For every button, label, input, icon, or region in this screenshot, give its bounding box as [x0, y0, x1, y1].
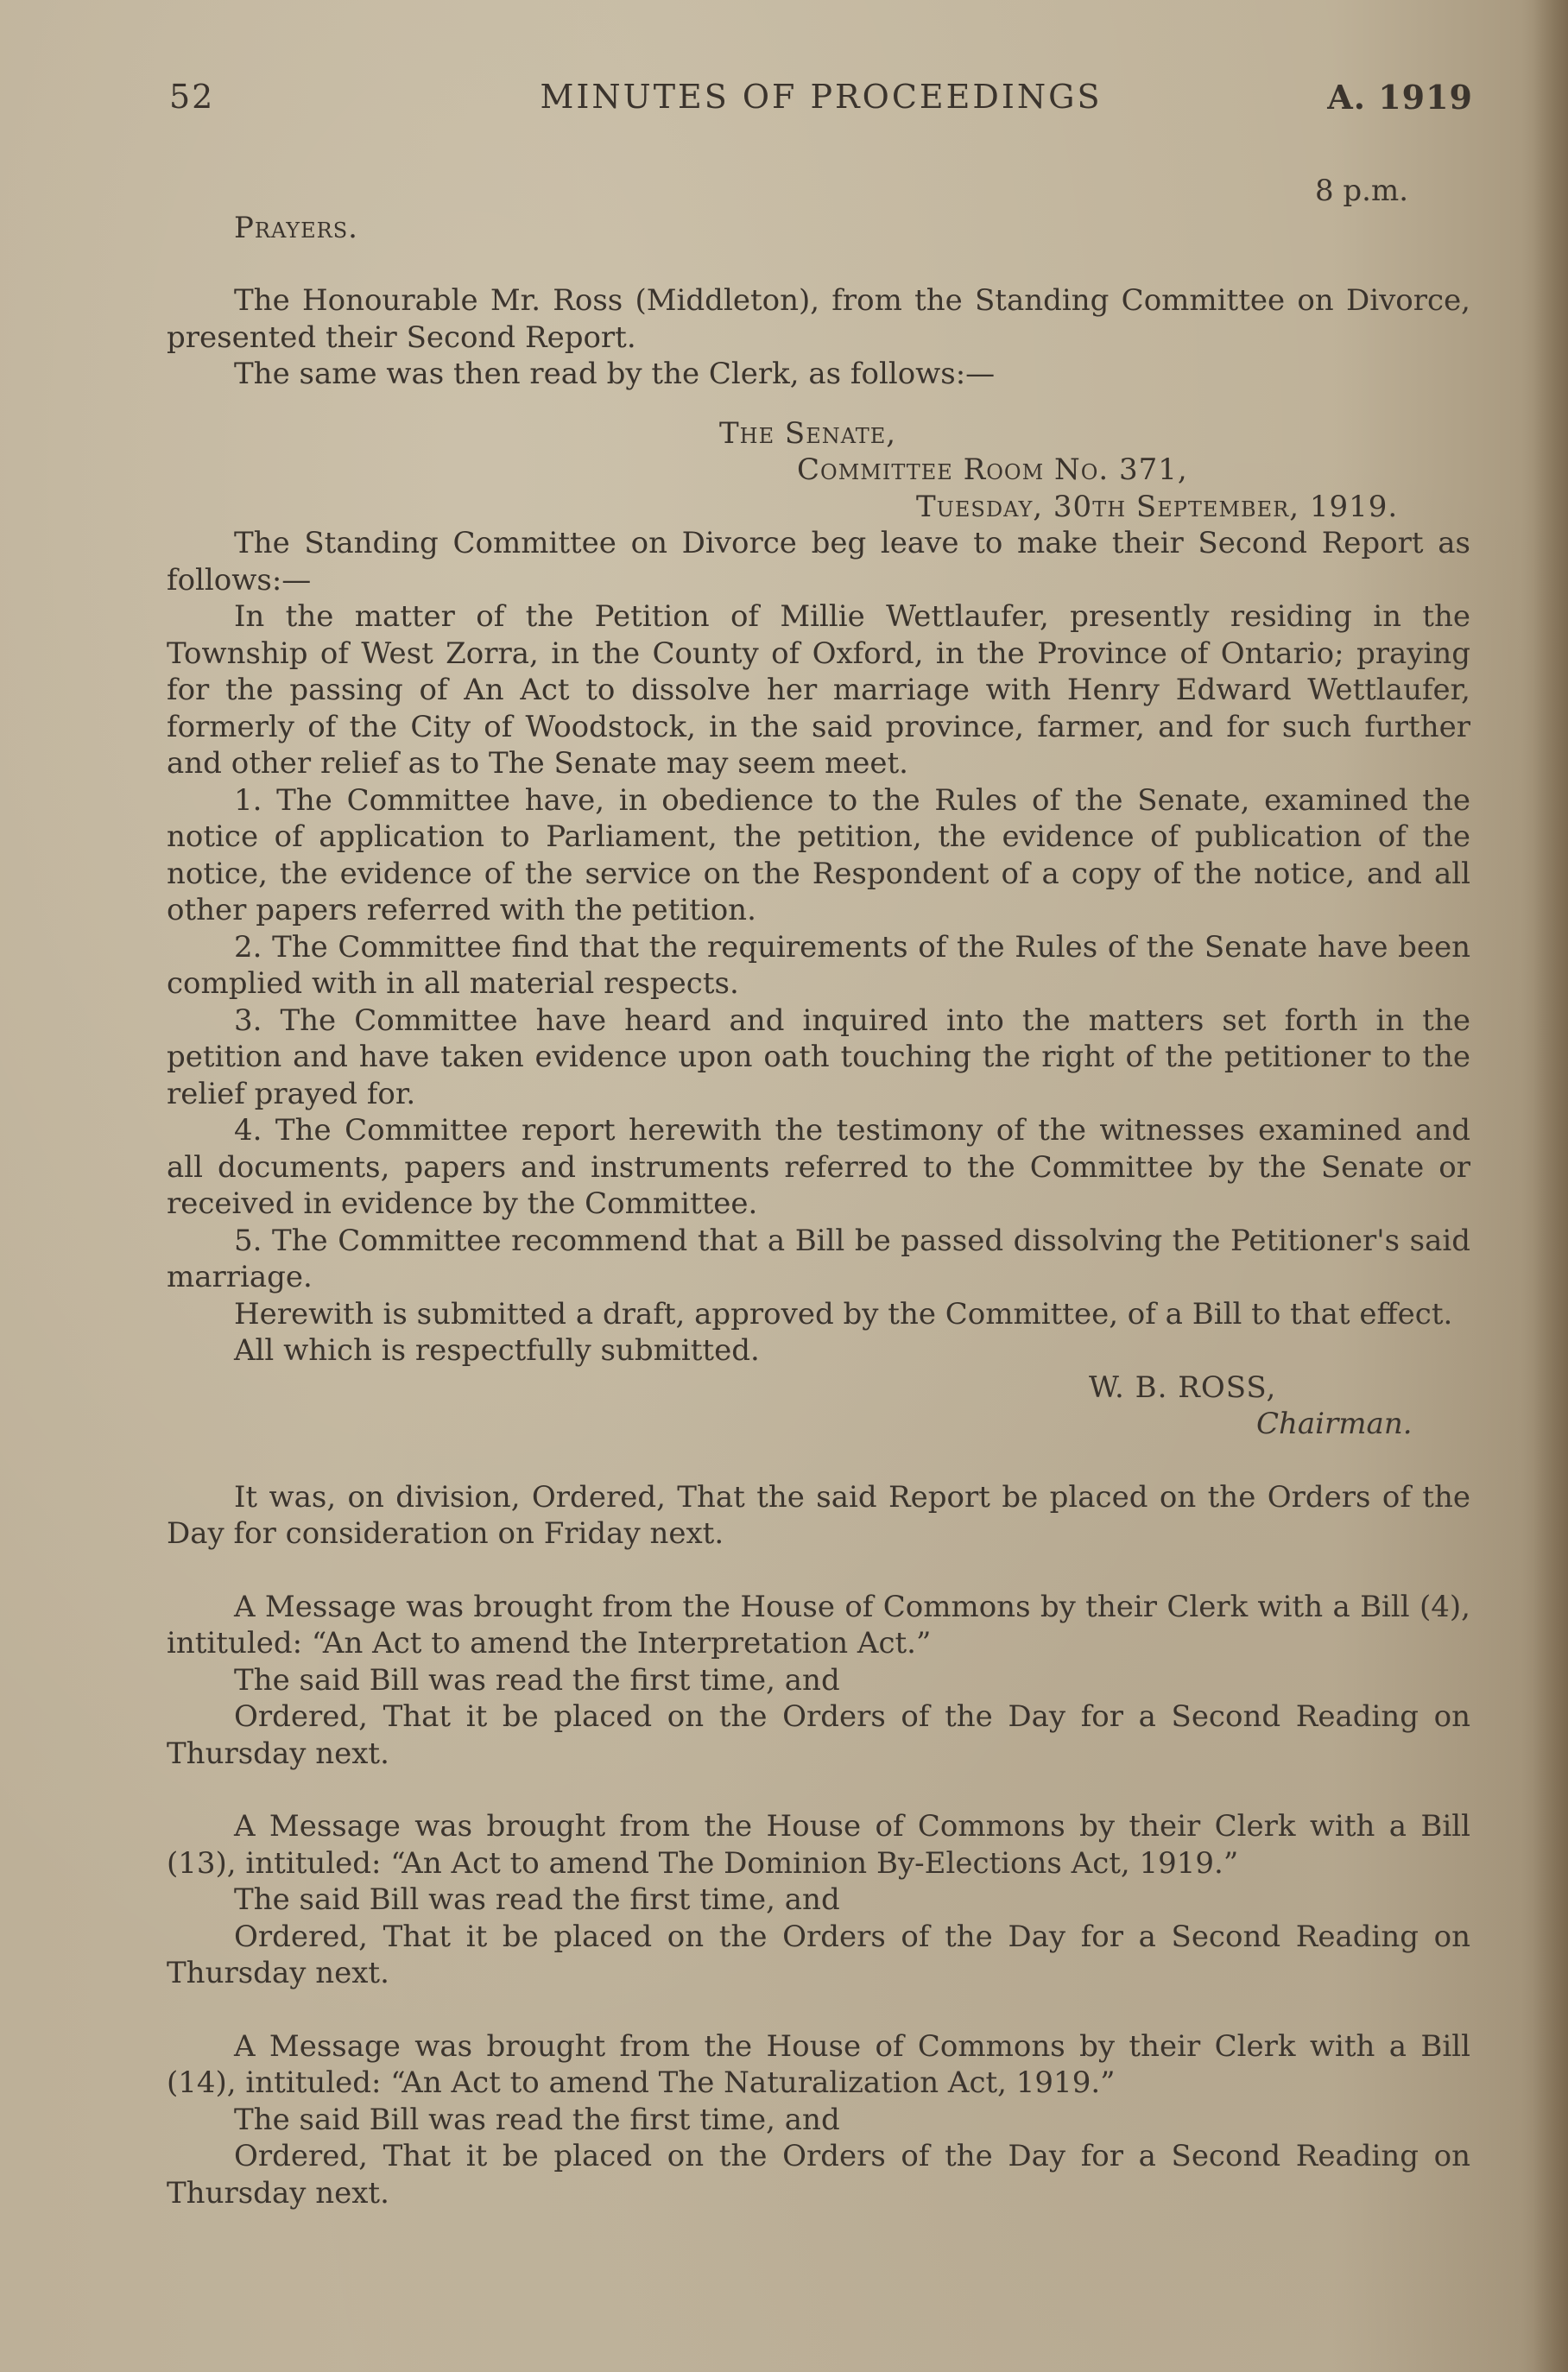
report-item-5: 5. The Committee recommend that a Bill be passed dissolving the Petitioner's said marriage. [167, 1223, 1470, 1294]
page-number: 52 [169, 78, 215, 116]
signature-name: W. B. ROSS, [1089, 1369, 1277, 1405]
message-intro: A Message was brought from the House of Commons by their Clerk with a Bill (4), intituled: “An Act to amend the Interpretation Act.” [167, 1589, 1470, 1660]
signature-title: Chairman. [1256, 1407, 1413, 1441]
report-address-senate: The Senate, [719, 415, 897, 451]
document-body [167, 173, 1470, 2211]
report-item-3: 3. The Committee have heard and inquired into the matters set forth in the petition and have taken evidence upon oath touching the right of the petitioner to the relief prayed for. [167, 1003, 1470, 1111]
paragraph: The Honourable Mr. Ross (Middleton), from the Standing Committee on Divorce, presented their Second Report. [167, 283, 1470, 355]
report-item-1: 1. The Committee have, in obedience to the Rules of the Senate, examined the notice of application to Parliament, the petition, the evidence of publication of the notice, the evidence of the service on the Respondent of a copy of the notice, and all other papers referred with the petition. [167, 782, 1470, 927]
message-intro: A Message was brought from the House of Commons by their Clerk with a Bill (13), intituled: “An Act to amend The Dominion By-Elections Act, 1919.” [167, 1809, 1470, 1881]
page-edge-shadow [1533, 0, 1568, 2372]
report-address-room: Committee Room No. 371, [797, 452, 1188, 487]
report-date: Tuesday, 30th September, 1919. [916, 489, 1399, 524]
message-read: The said Bill was read the first time, and [234, 1882, 840, 1917]
message-order: Ordered, That it be placed on the Orders of the Day for a Second Reading on Thursday next. [167, 2139, 1470, 2211]
running-title: MINUTES OF PROCEEDINGS [540, 78, 1103, 116]
paragraph: The Standing Committee on Divorce beg leave to make their Second Report as follows:— [167, 526, 1470, 598]
message-intro: A Message was brought from the House of Commons by their Clerk with a Bill (14), intituled: “An Act to amend The Naturalization Act, 1919.” [167, 2028, 1470, 2100]
paragraph: In the matter of the Petition of Millie Wettlaufer, presently residing in the Township of West Zorra, in the County of Oxford, in the Province of Ontario; praying for the passing of An Act to dissolve her marriage with Henry Edward Wettlaufer, formerly of the City of Woodstock, in the said province, farmer, and for such further and other relief as to The Senate may seem meet. [167, 599, 1470, 781]
paragraph: It was, on division, Ordered, That the said Report be placed on the Orders of the Day for consideration on Friday next. [167, 1479, 1470, 1551]
prayers-heading: Prayers. [234, 210, 358, 245]
message-order: Ordered, That it be placed on the Orders of the Day for a Second Reading on Thursday next. [167, 1919, 1470, 1990]
message-read: The said Bill was read the first time, and [234, 1662, 840, 1698]
message-read: The said Bill was read the first time, and [234, 2102, 840, 2137]
sitting-time: 8 p.m. [1314, 174, 1408, 208]
header-year: A. 1919 [1327, 78, 1473, 117]
paragraph: Herewith is submitted a draft, approved by the Committee, of a Bill to that effect. [234, 1296, 1453, 1331]
report-item-2: 2. The Committee find that the requirements of the Rules of the Senate have been complied with in all material respects. [167, 929, 1470, 1001]
report-item-4: 4. The Committee report herewith the testimony of the witnesses examined and all documents, papers and instruments referred to the Committee by the Senate or received in evidence by the Committee. [167, 1113, 1470, 1221]
paragraph: All which is respectfully submitted. [234, 1333, 760, 1368]
paragraph: The same was then read by the Clerk, as follows:— [234, 357, 996, 391]
message-order: Ordered, That it be placed on the Orders of the Day for a Second Reading on Thursday next. [167, 1699, 1470, 1771]
page-header [169, 78, 1473, 121]
